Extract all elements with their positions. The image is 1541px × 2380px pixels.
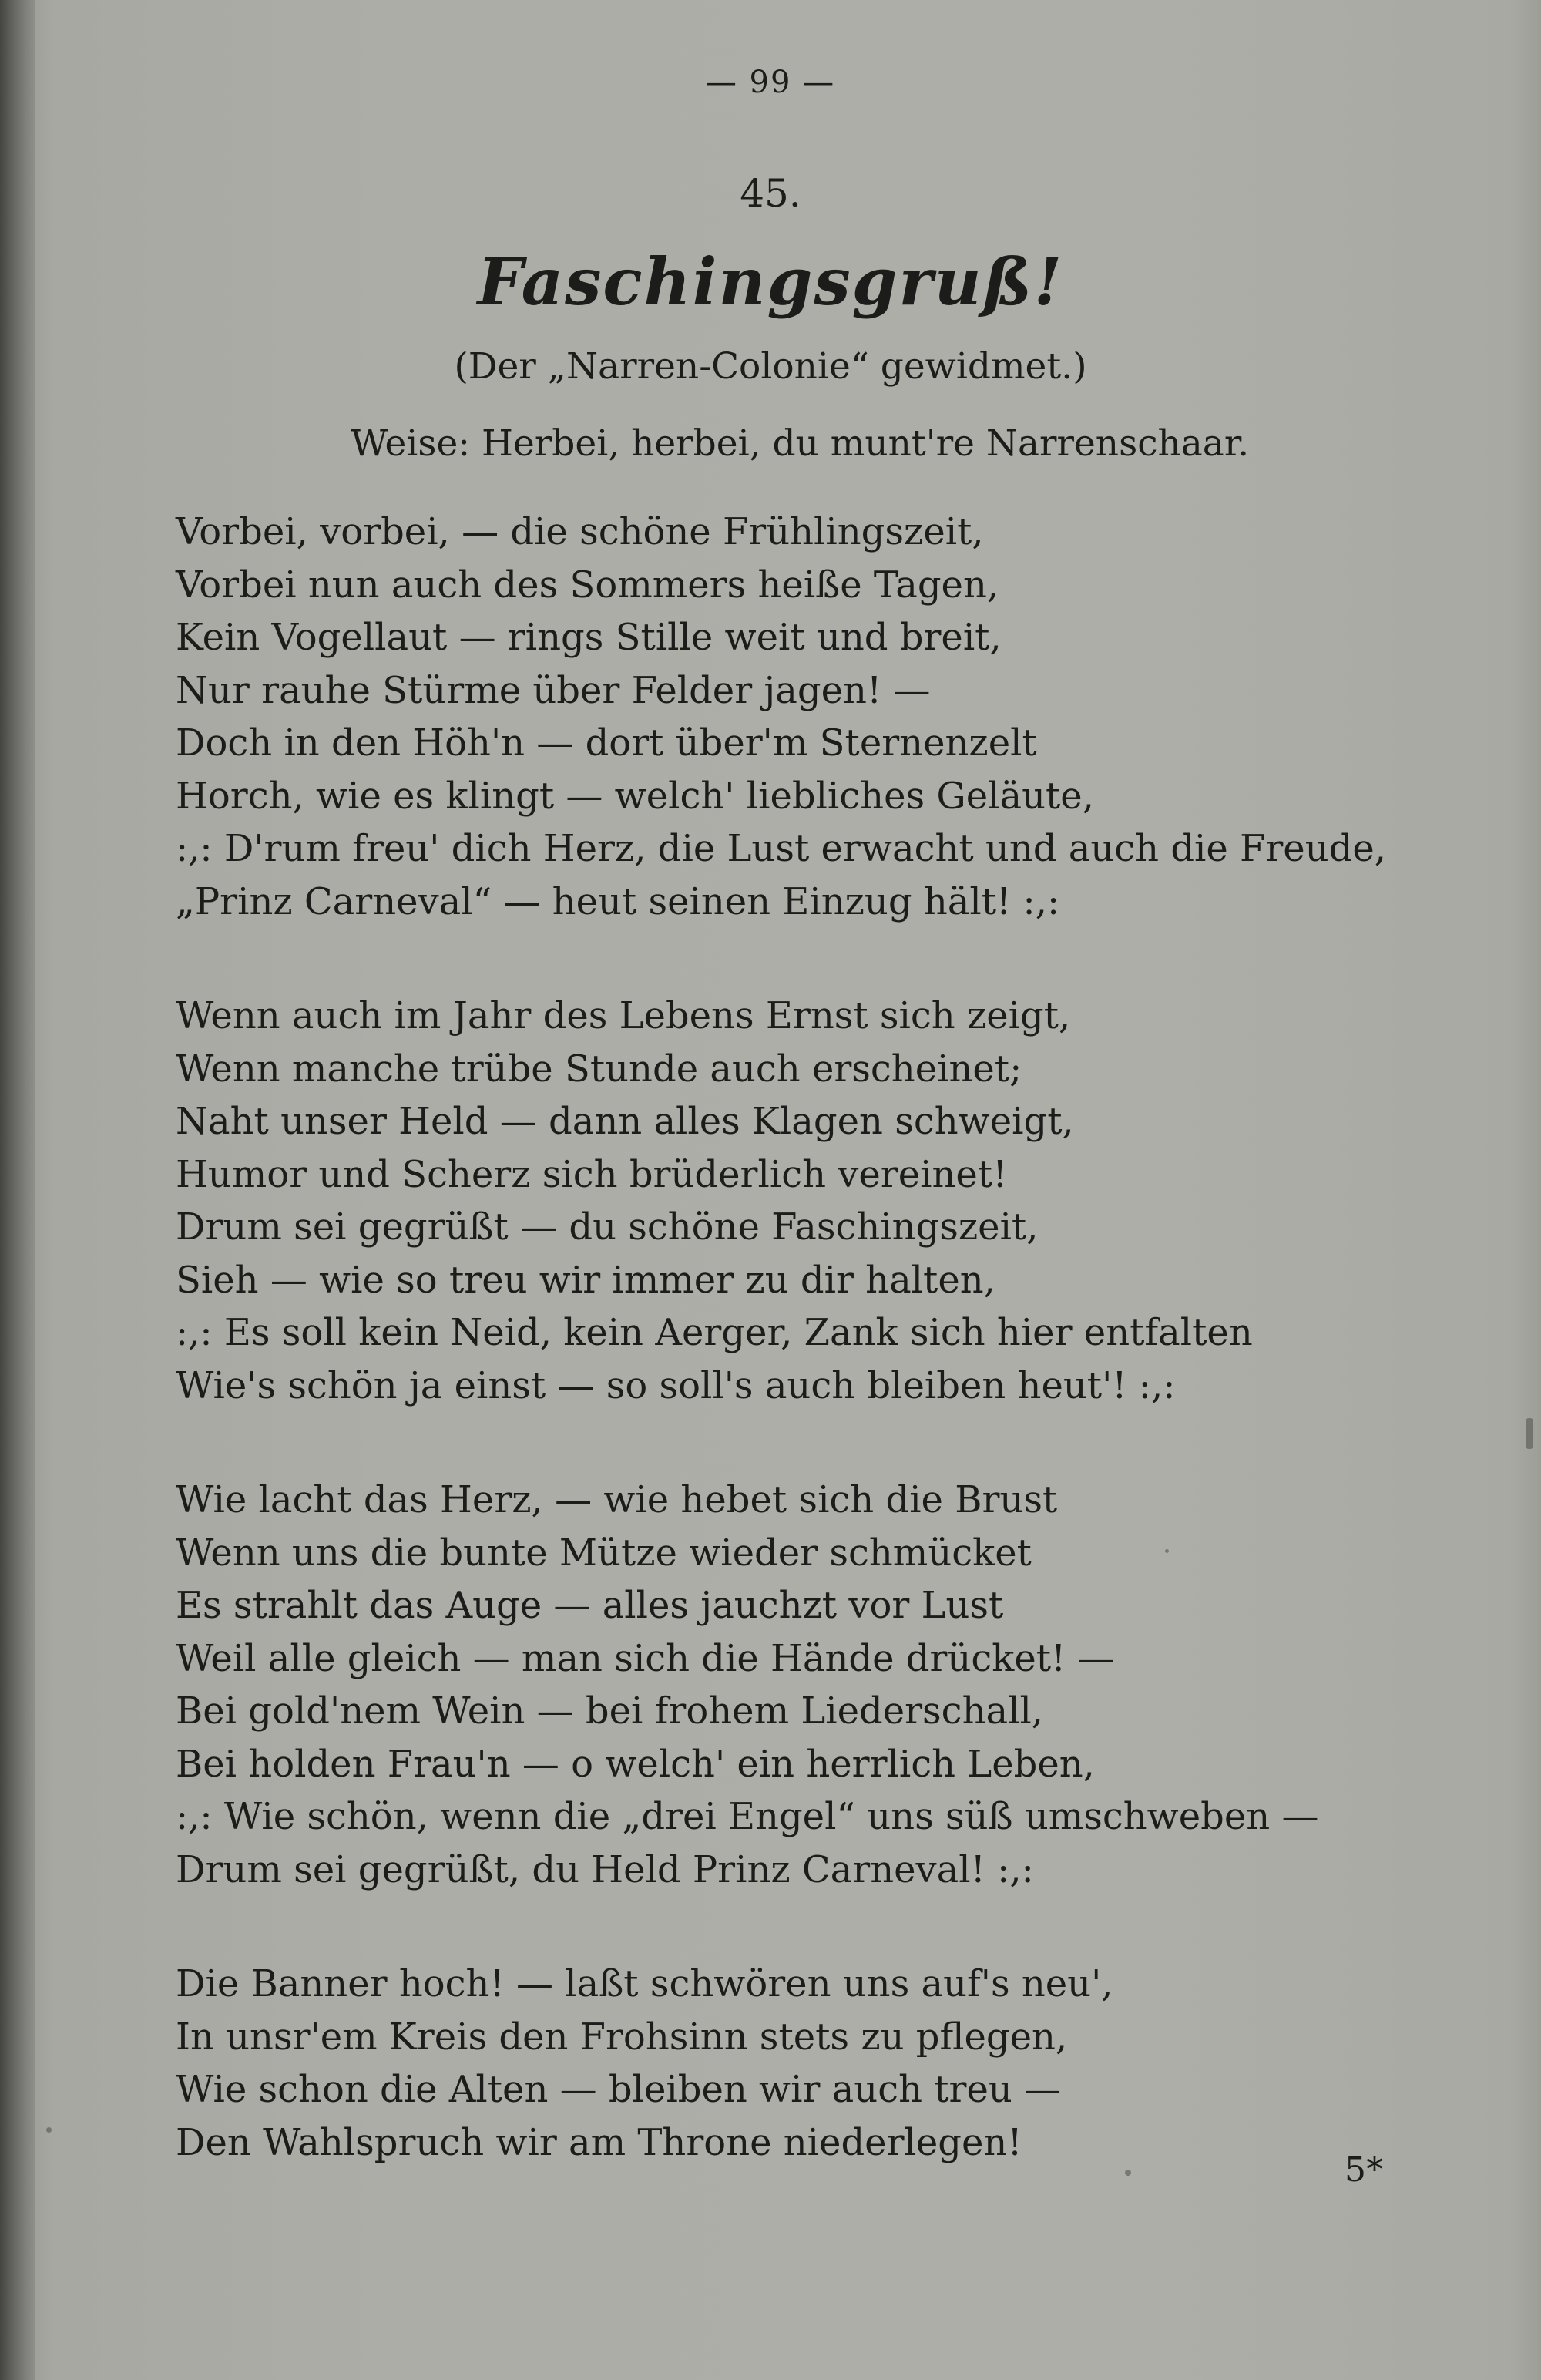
verse-line: Nur rauhe Stürme über Felder jagen! — [176,668,931,712]
poem-melody: Weise: Herbei, herbei, du munt're Narrenschaar. [351,422,1250,465]
poem-dedication: (Der „Narren-Colonie“ gewidmet.) [454,345,1087,388]
stanza-2 [176,990,1486,1412]
verse-line: Bei gold'nem Wein — bei frohem Liederschall, [176,1689,1044,1733]
verse-line: Wie's schön ja einst — so soll's auch bleiben heut'! :,: [176,1363,1176,1407]
verse-line: Bei holden Frau'n — o welch' ein herrlich Leben, [176,1742,1095,1786]
stanza-3 [176,1474,1486,1896]
paper-speck [1526,1418,1533,1449]
verse-line: :,: Wie schön, wenn die „drei Engel“ uns süß umschweben — [176,1795,1319,1838]
verse-line: :,: Es soll kein Neid, kein Aerger, Zank sich hier entfalten [176,1311,1253,1354]
paper-speck [1125,2170,1131,2176]
paper-speck [1165,1549,1169,1553]
verse-line: Wie lacht das Herz, — wie hebet sich die Brust [176,1478,1058,1521]
verse-line: Kein Vogellaut — rings Stille weit und breit, [176,616,1002,659]
poem-number: 45. [740,171,801,216]
verse-line: In unsr'em Kreis den Frohsinn stets zu pflegen, [176,2015,1068,2059]
stanza-1 [176,506,1486,928]
verse-line: Sieh — wie so treu wir immer zu dir halten, [176,1258,995,1302]
paper-speck [46,2127,52,2133]
verse-line: Humor und Scherz sich brüderlich vereinet! [176,1152,1008,1196]
page-number: — 99 — [705,65,836,100]
verse-line: Weil alle gleich — man sich die Hände drücket! — [176,1636,1115,1680]
verse-line: Wie schon die Alten — bleiben wir auch treu — [176,2068,1062,2111]
verse-line: Den Wahlspruch wir am Throne niederlegen! [176,2120,1022,2164]
verse-line: Wenn uns die bunte Mütze wieder schmücket [176,1531,1032,1575]
verse-line: Naht unser Held — dann alles Klagen schweigt, [176,1100,1074,1143]
verse-line: Vorbei, vorbei, — die schöne Frühlingszeit, [176,510,984,553]
stanza-4 [176,1958,1486,2169]
verse-line: Wenn manche trübe Stunde auch erscheinet; [176,1047,1022,1091]
poem-title: Faschingsgruß! [477,244,1064,320]
verse-line: Wenn auch im Jahr des Lebens Ernst sich zeigt, [176,994,1071,1037]
verse-line: Drum sei gegrüßt — du schöne Faschingszeit, [176,1205,1039,1249]
signature-mark: 5* [1345,2150,1383,2190]
verse-line: Es strahlt das Auge — alles jauchzt vor Lust [176,1584,1004,1627]
verse-line: :,: D'rum freu' dich Herz, die Lust erwacht und auch die Freude, [176,827,1387,870]
verse-line: „Prinz Carneval“ — heut seinen Einzug hält! :,: [176,879,1060,923]
verse-line: Doch in den Höh'n — dort über'm Sternenzelt [176,721,1037,765]
poem-body [176,506,1486,2230]
verse-line: Horch, wie es klingt — welch' liebliches Geläute, [176,774,1094,818]
verse-line: Drum sei gegrüßt, du Held Prinz Carneval! :,: [176,1847,1034,1891]
verse-line: Die Banner hoch! — laßt schwören uns auf's neu', [176,1962,1113,2005]
verse-line: Vorbei nun auch des Sommers heiße Tagen, [176,563,999,607]
